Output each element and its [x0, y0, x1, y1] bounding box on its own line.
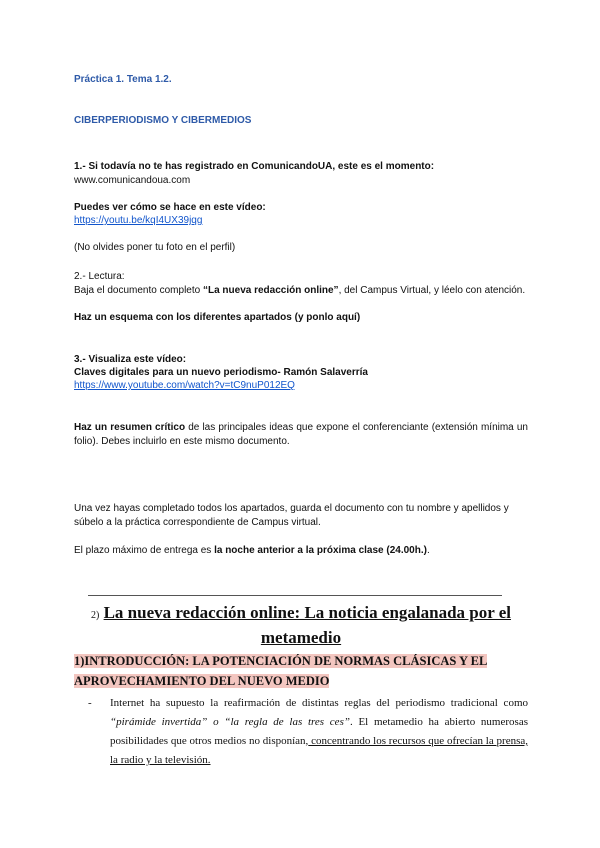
section1-title: 1.- Si todavía no te has registrado en ComunicandoUA, este es el momento:: [74, 161, 435, 172]
practice-title: Práctica 1. Tema 1.2.: [74, 74, 172, 85]
youtube-link-2[interactable]: https://www.youtube.com/watch?v=tC9nuP012EQ: [74, 380, 295, 391]
bullet-dash: -: [88, 697, 92, 709]
divider-line: [88, 595, 502, 596]
section3-title: 3.- Visualiza este vídeo:: [74, 354, 187, 365]
section2-title: 2.- Lectura:: [74, 271, 125, 282]
site-url: www.comunicandoua.com: [74, 175, 191, 186]
topic-title: CIBERPERIODISMO Y CIBERMEDIOS: [74, 115, 252, 126]
summary-task: Haz un resumen crítico de las principales ideas que expone el conferenciante (extensión mínima un folio). Debes incluirlo en este mismo documento.: [74, 422, 528, 447]
doc-title: “La nueva redacción online”: [202, 285, 339, 296]
profile-note: (No olvides poner tu foto en el perfil): [74, 242, 236, 253]
video-title: Claves digitales para un nuevo periodismo- Ramón Salaverría: [74, 367, 368, 378]
answer-heading: 2) La nueva redacción online: La noticia engalanada por el metamedio: [91, 603, 511, 647]
answer-subheading: 1)INTRODUCCIÓN: LA POTENCIACIÓN DE NORMAS CLÁSICAS Y EL APROVECHAMIENTO DEL NUEVO MEDIO: [74, 654, 488, 688]
youtube-link-1[interactable]: https://youtu.be/kqI4UX39jqg: [74, 215, 203, 226]
section2-task: Haz un esquema con los diferentes apartados (y ponlo aquí): [74, 312, 361, 323]
bullet-item: - Internet ha supuesto la reafirmación de distintas reglas del periodismo tradicional como “pirámide invertida” o “la regla de las tres ces”. El metamedio ha abierto numerosas posibilidades que otros medios no disponían, concentrando los recursos que ofrecían la prensa, la radio y la televisión.: [88, 694, 528, 770]
section2-text: Baja el documento completo “La nueva redacción online”, del Campus Virtual, y léelo con atención.: [74, 285, 526, 296]
deadline: El plazo máximo de entrega es la noche anterior a la próxima clase (24.00h.).: [74, 545, 430, 556]
closing-instructions: Una vez hayas completado todos los apartados, guarda el documento con tu nombre y apellidos y súbelo a la práctica correspondiente de Campus virtual.: [74, 503, 509, 528]
video-intro: Puedes ver cómo se hace en este vídeo:: [74, 202, 266, 213]
